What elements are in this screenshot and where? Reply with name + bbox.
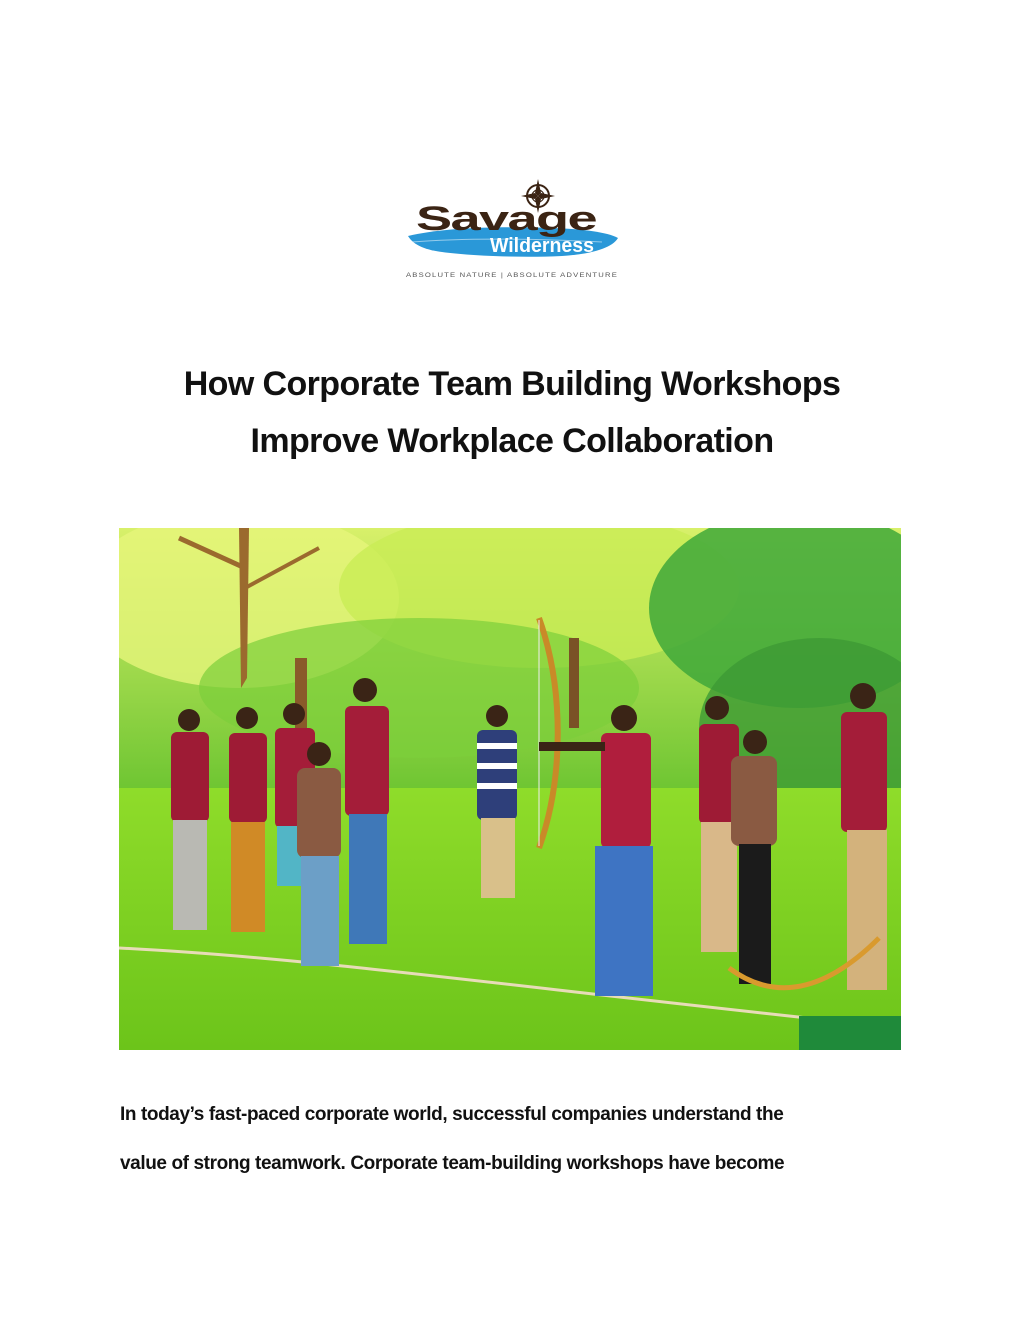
- hero-photo-archery-team-building: [119, 528, 901, 1050]
- article-intro-line: In today’s fast-paced corporate world, successful companies understand the: [120, 1104, 784, 1125]
- logo-brand-line1: Savage: [416, 200, 597, 238]
- article-title-line: Improve Workplace Collaboration: [250, 422, 774, 460]
- hero-photo-illustration: [119, 528, 901, 1050]
- article-intro-paragraph: [120, 1090, 910, 1188]
- article-intro-line: value of strong teamwork. Corporate team-building workshops have become: [120, 1153, 785, 1174]
- savage-wilderness-logo: [402, 176, 622, 284]
- article-title-line: How Corporate Team Building Workshops: [183, 365, 841, 403]
- logo-tagline: ABSOLUTE NATURE | ABSOLUTE ADVENTURE: [406, 272, 618, 279]
- logo-brand-line2: Wilderness: [490, 235, 594, 257]
- logo-graphic: [402, 176, 622, 284]
- article-title: [0, 356, 1024, 470]
